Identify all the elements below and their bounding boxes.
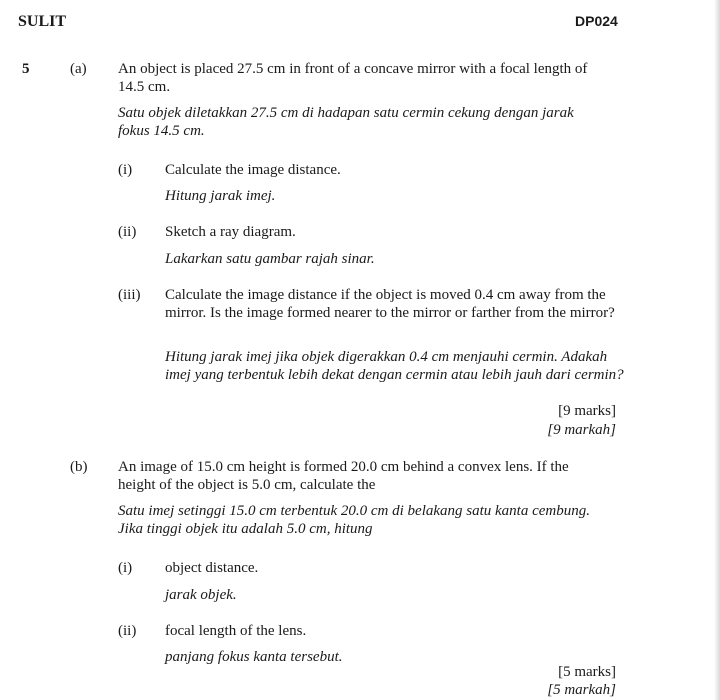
part-a-item-iii-ms: Hitung jarak imej jika objek digerakkan 0.4 cm menjauhi cermin. Adakah imej yang terbentuk lebih dekat dengan cermin atau lebih jauh dari cermin?: [165, 349, 624, 383]
part-a-item-i-ms: Hitung jarak imej.: [165, 188, 276, 204]
part-b-item-i-ms: jarak objek.: [165, 587, 237, 603]
part-b-label: (b): [70, 459, 88, 475]
part-a-item-i-label: (i): [118, 162, 133, 178]
part-a-marks-ms: [9 markah]: [547, 422, 616, 438]
part-a-marks-en: [9 marks]: [558, 403, 616, 419]
question-number: 5: [22, 61, 30, 77]
part-a-item-ii-label: (ii): [118, 224, 137, 240]
part-b-item-i-label: (i): [118, 560, 133, 576]
part-b-item-i-en: object distance.: [165, 560, 259, 576]
part-a-item-iii-en: Calculate the image distance if the object is moved 0.4 cm away from the mirror. Is the image formed nearer to the mirror or farther from the mirror?: [165, 287, 615, 321]
part-a-text-en: An object is placed 27.5 cm in front of a concave mirror with a focal length of 14.5 cm.: [118, 61, 588, 95]
part-b-text-ms: Satu imej setinggi 15.0 cm terbentuk 20.0 cm di belakang satu kanta cembung. Jika tinggi objek itu adalah 5.0 cm, hitung: [118, 503, 590, 537]
part-a-text-ms: Satu objek diletakkan 27.5 cm di hadapan satu cermin cekung dengan jarak fokus 14.5 cm.: [118, 105, 574, 139]
part-b-item-ii-ms: panjang fokus kanta tersebut.: [165, 649, 343, 665]
header-course-code: DP024: [575, 13, 618, 29]
part-b-marks-ms: [5 markah]: [547, 682, 616, 698]
part-a-item-ii-en: Sketch a ray diagram.: [165, 224, 296, 240]
part-a-item-i-en: Calculate the image distance.: [165, 162, 341, 178]
part-b-item-ii-en: focal length of the lens.: [165, 623, 307, 639]
part-a-item-iii-label: (iii): [118, 287, 141, 303]
page-edge-shadow: [714, 0, 720, 700]
part-a-label: (a): [70, 61, 87, 77]
part-b-marks-en: [5 marks]: [558, 664, 616, 680]
part-b-text-en: An image of 15.0 cm height is formed 20.0 cm behind a convex lens. If the height of the object is 5.0 cm, calculate the: [118, 459, 569, 493]
part-a-item-ii-ms: Lakarkan satu gambar rajah sinar.: [165, 251, 375, 267]
part-b-item-ii-label: (ii): [118, 623, 137, 639]
header-sulit: SULIT: [18, 13, 67, 30]
